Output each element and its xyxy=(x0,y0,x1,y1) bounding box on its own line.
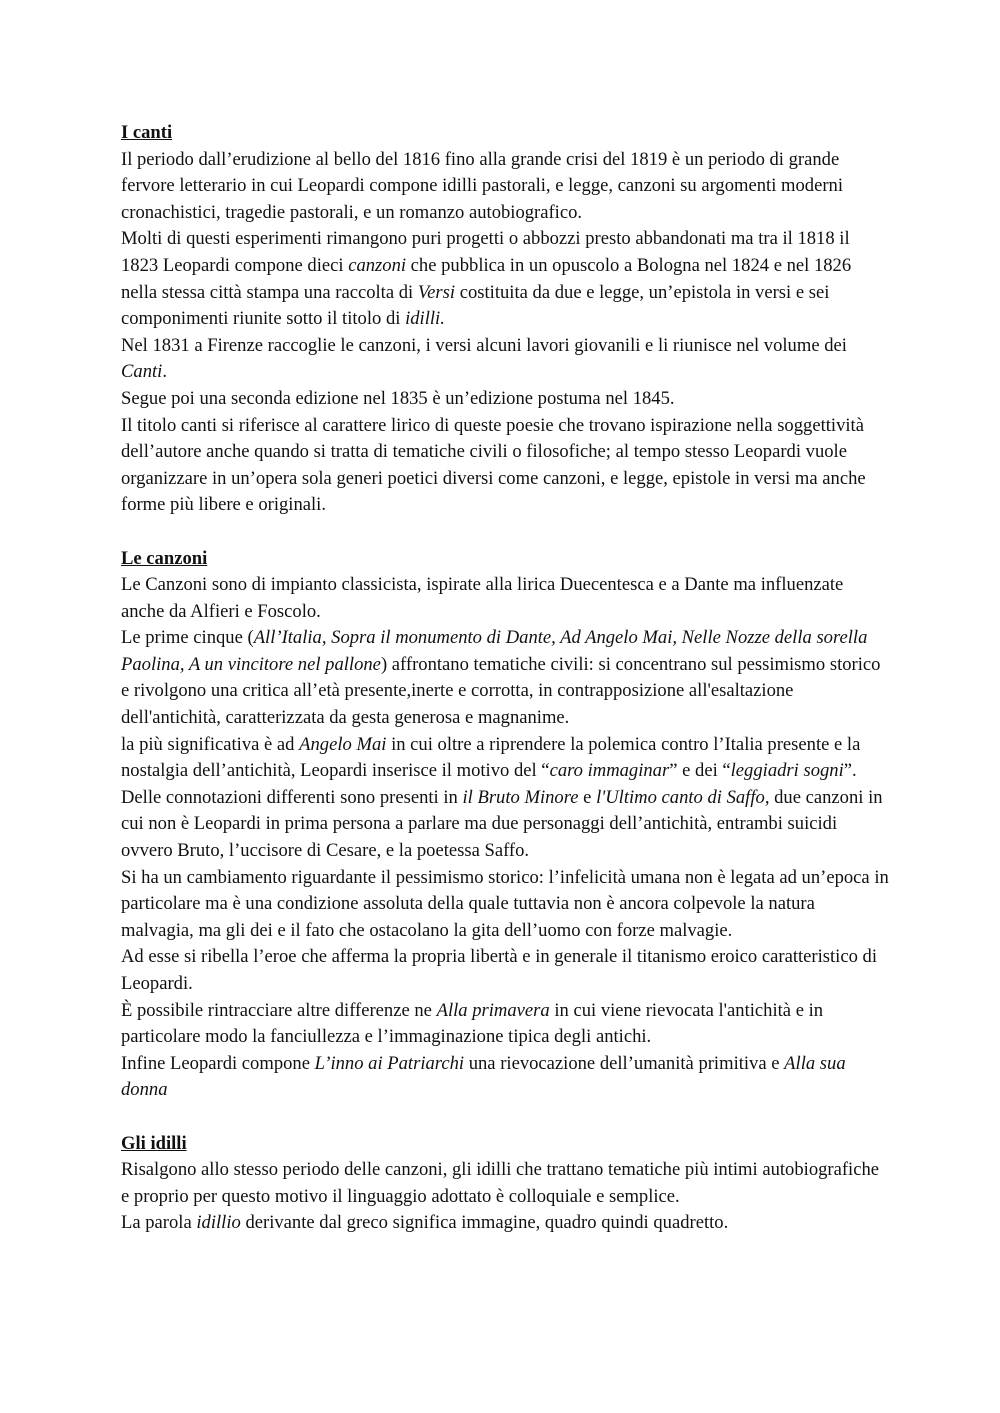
text-run: Il titolo canti si riferisce al carattere lirico di queste poesie che trovano ispirazione nella soggettività dell’autore anche quando si tratta di tematiche civili o filosofiche; al tempo stesso Leopardi vuole organizzare in un’opera sola generi poetici diversi come canzoni, e legge, epistole in versi ma anche forme più libere e originali. xyxy=(121,414,866,516)
paragraph xyxy=(121,1210,891,1237)
paragraph xyxy=(121,998,891,1051)
text-run: in cui oltre a riprendere la polemica contro l’Italia presente e la nostalgia dell’antichità, Leopardi inserisce il motivo del “ xyxy=(121,733,861,782)
section-heading: I canti xyxy=(121,122,173,143)
text-run: La parola xyxy=(121,1212,197,1234)
paragraph xyxy=(121,625,891,731)
text-run: e xyxy=(578,786,597,808)
italic-text: Canti xyxy=(121,361,163,383)
text-run: . xyxy=(162,361,167,383)
paragraph xyxy=(121,865,891,945)
text-run: che pubblica in un opuscolo a Bologna nel 1824 e nel 1826 nella stessa città stampa una raccolta di xyxy=(121,254,852,303)
section-body xyxy=(121,147,891,519)
section-body xyxy=(121,1157,891,1237)
paragraph xyxy=(121,333,891,386)
paragraph xyxy=(121,1157,891,1210)
italic-text: idilli. xyxy=(405,308,445,330)
text-run: costituita da due e legge, un’epistola in versi e sei componimenti riunite sotto il titolo di xyxy=(121,281,830,330)
italic-text: il Bruto Minore xyxy=(462,786,579,808)
text-run: Molti di questi esperimenti rimangono puri progetti o abbozzi presto abbandonati ma tra il 1818 il 1823 Leopardi compone dieci xyxy=(121,228,850,276)
italic-text: Alla primavera xyxy=(436,999,550,1021)
paragraph xyxy=(121,785,891,865)
text-run: la più significativa è ad xyxy=(121,733,300,755)
paragraph xyxy=(121,226,891,332)
text-run: Infine Leopardi compone xyxy=(121,1052,315,1074)
text-run: derivante dal greco significa immagine, quadro quindi quadretto. xyxy=(240,1212,729,1234)
text-run: ”. xyxy=(843,760,857,782)
text-run: È possibile rintracciare altre differenze ne xyxy=(121,999,437,1021)
text-run: Il periodo dall’erudizione al bello del 1816 fino alla grande crisi del 1819 è un periodo di grande fervore letterario in cui Leopardi compone idilli pastorali, e legge, canzoni su argomenti moderni cronachistici, tragedie pastorali, e un romanzo autobiografico. xyxy=(121,148,843,223)
text-run: Le Canzoni sono di impianto classicista, ispirate alla lirica Duecentesca e a Dante ma influenzate anche da Alfieri e Foscolo. xyxy=(121,574,844,622)
italic-text: leggiadri sogni xyxy=(730,760,844,782)
text-run: in cui viene rievocata l'antichità e in particolare modo la fanciullezza e l’immaginazione tipica degli antichi. xyxy=(121,999,824,1048)
text-run: Risalgono allo stesso periodo delle canzoni, gli idilli che trattano tematiche più intimi autobiografiche e proprio per questo motivo il linguaggio adottato è colloquiale e semplice. xyxy=(121,1159,880,1207)
text-run: Nel 1831 a Firenze raccoglie le canzoni, i versi alcuni lavori giovanili e li riunisce nel volume dei xyxy=(121,334,847,356)
text-run: Ad esse si ribella l’eroe che afferma la propria libertà e in generale il titanismo eroico caratteristico di Leopardi. xyxy=(121,946,877,994)
paragraph xyxy=(121,1051,891,1104)
italic-text: All’Italia, Sopra il monumento di Dante, Ad Angelo Mai, Nelle Nozze della sorella Paolina, A un vincitore nel pallone xyxy=(121,627,868,675)
paragraph xyxy=(121,413,891,519)
italic-text: caro immaginar xyxy=(549,760,670,782)
italic-text: l'Ultimo canto di Saffo xyxy=(596,786,765,808)
italic-text: Versi xyxy=(417,281,456,303)
text-run: Si ha un cambiamento riguardante il pessimismo storico: l’infelicità umana non è legata ad un’epoca in particolare ma è una condizione assoluta della quale tuttavia non è ancora colpevole la natura malvagia, ma gli dei e il fato che ostacolano la gita dell’uomo con forze malvagie. xyxy=(121,866,889,941)
text-run: Delle connotazioni differenti sono presenti in xyxy=(121,786,463,808)
paragraph xyxy=(121,572,891,625)
paragraph xyxy=(121,386,891,413)
paragraph xyxy=(121,147,891,227)
italic-text: canzoni xyxy=(348,254,407,276)
text-run: Segue poi una seconda edizione nel 1835 è un’edizione postuma nel 1845. xyxy=(121,387,675,409)
text-run: ) affrontano tematiche civili: si concentrano sul pessimismo storico e rivolgono una critica all’età presente,inerte e corrotta, in contrapposizione all'esaltazione dell'antichità, caratterizzata da gesta generosa e magnanime. xyxy=(121,653,881,729)
text-run: una rievocazione dell’umanità primitiva e xyxy=(464,1052,785,1074)
section-heading: Le canzoni xyxy=(121,547,208,569)
text-run: , due canzoni in cui non è Leopardi in prima persona a parlare ma due personaggi dell’antichità, entrambi suicidi ovvero Bruto, l’uccisore di Cesare, e la poetessa Saffo. xyxy=(121,786,883,862)
italic-text: idillio xyxy=(196,1212,241,1234)
paragraph xyxy=(121,732,891,785)
text-run: Le prime cinque ( xyxy=(121,627,254,649)
italic-text: Alla sua donna xyxy=(121,1052,846,1101)
section-body xyxy=(121,572,891,1104)
section-heading: Gli idilli xyxy=(121,1132,187,1154)
italic-text: Angelo Mai xyxy=(299,733,387,755)
paragraph xyxy=(121,944,891,997)
document-page xyxy=(121,120,891,1237)
section-i-canti xyxy=(121,120,891,519)
section-gli-idilli xyxy=(121,1131,891,1237)
italic-text: L’inno ai Patriarchi xyxy=(314,1052,465,1074)
section-le-canzoni xyxy=(121,546,891,1104)
text-run: ” e dei “ xyxy=(669,760,731,782)
